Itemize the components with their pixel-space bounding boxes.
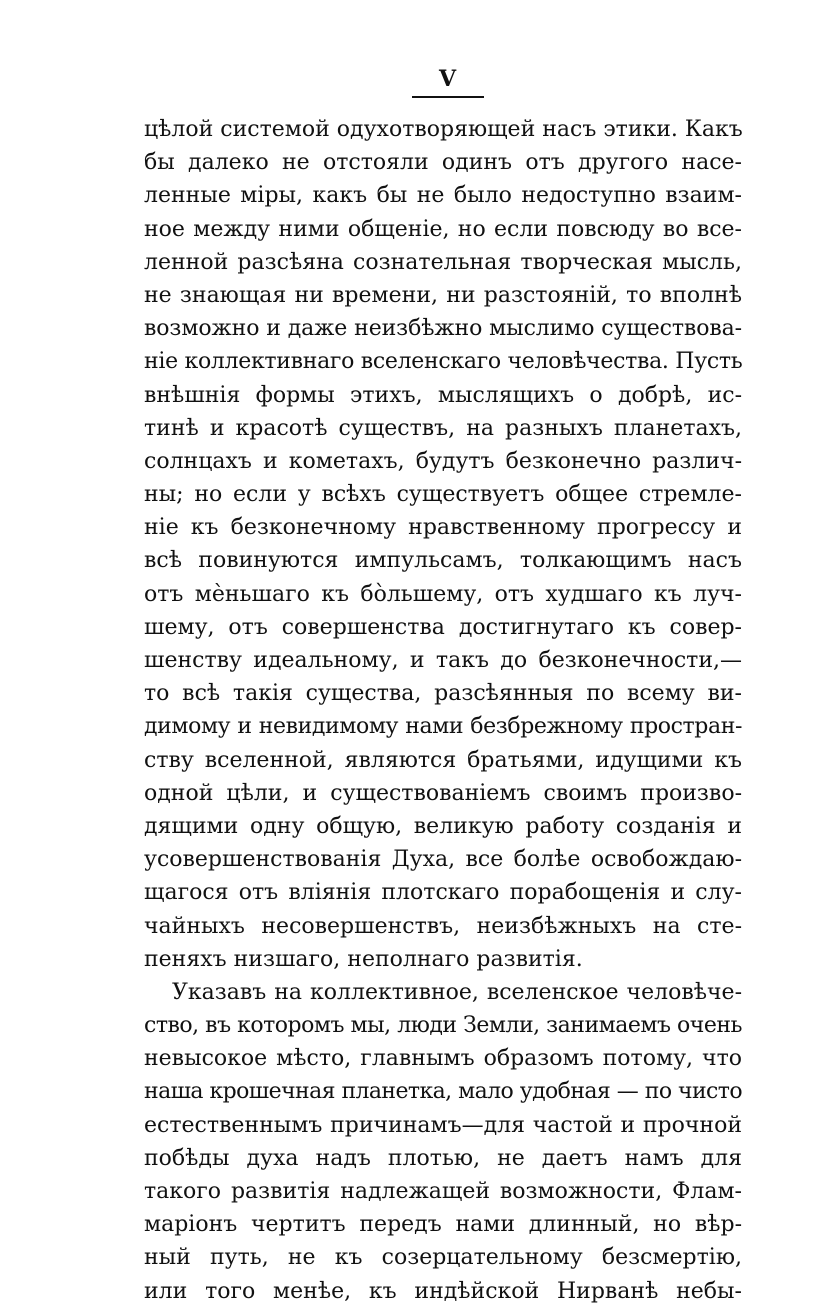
text-line: пеняхъ низшаго, неполнаго развитія. — [144, 946, 583, 972]
text-line: ству вселенной, являются братьями, идущими къ — [144, 747, 742, 773]
text-line: тинѣ и красотѣ существъ, на разныхъ планетахъ, — [144, 415, 742, 441]
text-line: ленной разсѣяна сознательная творческая мысль, — [144, 249, 742, 275]
text-line: всѣ повинуются импульсамъ, толкающимъ насъ — [144, 548, 742, 574]
text-line: дящими одну общую, великую работу созданія и — [144, 813, 742, 839]
text-line: Указавъ на коллективное, вселенское человѣче- — [172, 979, 742, 1005]
text-line: щагося отъ вліянія плотскаго порабощенія и слу- — [144, 880, 742, 906]
text-line: естественнымъ причинамъ—для частой и прочной — [144, 1112, 742, 1138]
text-line: то всѣ такія существа, разсѣянныя по всему ви- — [144, 681, 742, 707]
header-rule — [412, 96, 484, 98]
text-line: ленные міры, какъ бы не было недоступно взаим- — [144, 183, 742, 209]
text-line: или того менѣе, къ индѣйской Нирванѣ небы- — [144, 1278, 742, 1304]
text-line: одной цѣли, и существованіемъ своимъ произво- — [144, 780, 742, 806]
page-number: V — [438, 66, 458, 92]
text-line: невысокое мѣсто, главнымъ образомъ потому, что — [144, 1046, 742, 1072]
text-line: ное между ними общеніе, но если повсюду во все- — [144, 216, 742, 242]
text-line: бы далеко не отстояли одинъ отъ другого насе- — [144, 150, 742, 176]
text-line: ный путь, не къ созерцательному безсмертію, — [144, 1245, 742, 1271]
paragraph-1 — [144, 113, 742, 976]
text-line: чайныхъ несовершенствъ, неизбѣжныхъ на сте- — [144, 913, 742, 939]
page-header — [410, 66, 486, 98]
paragraph-2 — [144, 976, 742, 1308]
text-line: ны; но если у всѣхъ существуетъ общее стремле- — [144, 482, 742, 508]
text-line: ство, въ которомъ мы, люди Земли, занимаемъ очень — [144, 1013, 742, 1039]
text-line: ніе коллективнаго вселенскаго человѣчества. Пусть — [144, 349, 743, 375]
text-line: ніе къ безконечному нравственному прогрессу и — [144, 515, 742, 541]
text-line: димому и невидимому нами безбрежному простран- — [144, 714, 742, 740]
body-text — [144, 113, 742, 1308]
text-line: побѣды духа надъ плотью, не даетъ намъ для — [144, 1145, 742, 1171]
text-line: наша крошечная планетка, мало удобная — по чисто — [144, 1079, 742, 1105]
text-line: маріонъ чертитъ передъ нами длинный, но вѣр- — [144, 1212, 742, 1238]
text-line: отъ мѐньшаго къ бо̀льшему, отъ худшаго къ луч- — [144, 581, 742, 607]
text-line: шему, отъ совершенства достигнутаго къ совер- — [144, 614, 742, 640]
text-line: шенству идеальному, и такъ до безконечности,— — [144, 648, 742, 673]
text-line: усовершенствованія Духа, все болѣе освобождаю- — [144, 847, 742, 873]
text-line: цѣлой системой одухотворяющей насъ этики. Какъ — [144, 117, 743, 142]
text-line: возможно и даже неизбѣжно мыслимо существова- — [144, 316, 742, 342]
text-line: не знающая ни времени, ни разстояній, то вполнѣ — [144, 282, 742, 308]
text-line: такого развитія надлежащей возможности, Флам- — [144, 1179, 742, 1204]
text-line: внѣшнія формы этихъ, мыслящихъ о добрѣ, ис- — [144, 382, 742, 408]
text-line: солнцахъ и кометахъ, будутъ безконечно различ- — [144, 448, 742, 474]
